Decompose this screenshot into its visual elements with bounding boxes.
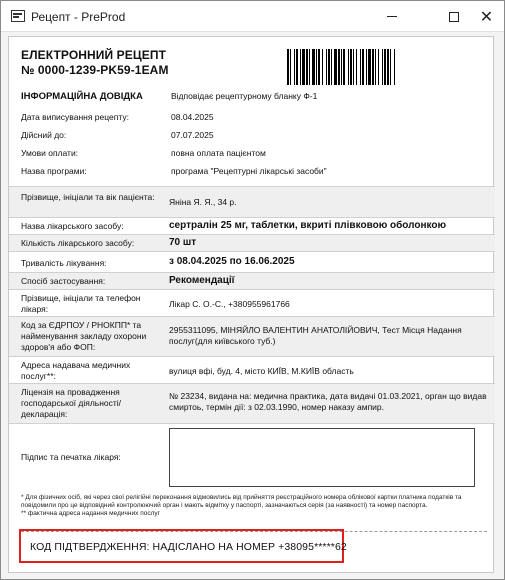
license-value: № 23234, видана на: медична практика, дата видачі 01.03.2021, орган що видав смиртоь, термін дії: з 02.03.1990, номер наказу ампир.	[169, 391, 487, 412]
table-row	[9, 272, 495, 289]
prescription-number: № 0000-1239-PK59-1EAM	[21, 63, 169, 77]
confirmation-code-box	[19, 529, 347, 563]
confirmation-code-text: КОД ПІДТВЕРДЖЕННЯ: НАДІСЛАНО НА НОМЕР +38095*****62	[30, 541, 347, 553]
footnote-taxpayer: * Для фізичних осіб, які через свої релігійні переконання відмовились від прийняття реєстраційного номера облікової картки платника податків та повідомили про це відповідний контролюючий орган і мають відмітку у паспорті, зазначаються серія (за наявності) та номер паспорта.	[21, 494, 462, 509]
table-row	[9, 316, 495, 356]
quantity-value: 70 шт	[169, 237, 197, 248]
barcode	[287, 49, 487, 85]
row-label: Тривалість лікування:	[21, 258, 107, 268]
signature-box	[169, 428, 475, 487]
info-row	[9, 144, 495, 162]
info-row-label: Дійсний до:	[21, 130, 67, 140]
document-icon	[11, 10, 25, 22]
info-row-value: програма "Рецептурні лікарські засоби"	[171, 166, 327, 176]
info-row-value: 07.07.2025	[171, 130, 214, 140]
info-heading: ІНФОРМАЦІЙНА ДОВІДКА	[21, 91, 143, 102]
info-row-label: Дата виписування рецепту:	[21, 112, 129, 122]
barcode-bar	[395, 49, 397, 85]
footnotes	[21, 494, 486, 518]
document-title	[21, 48, 169, 78]
doctor-value: Лікар С. О.-С., +380955961766	[169, 299, 290, 309]
row-label: Адреса надавача медичних послуг**:	[21, 360, 131, 381]
row-label: Код за ЄДРПОУ / РНОКПП* та найменування закладу охорони здоров'я або ФОП:	[21, 320, 147, 352]
maximize-icon	[449, 12, 459, 22]
footnote-address: ** фактична адреса надання медичних послуг	[21, 510, 161, 517]
row-label: Підпис та печатка лікаря:	[21, 452, 121, 462]
facility-value: 2955311095, МІНЯЙЛО ВАЛЕНТИН АНАТОЛІЙОВИЧ, Тест Місця Надання послуг(для київського туб.)	[169, 325, 462, 346]
close-icon: ✕	[479, 8, 494, 26]
document-title-line1: ЕЛЕКТРОННИЙ РЕЦЕПТ	[21, 48, 167, 62]
duration-value: з 08.04.2025 по 16.06.2025	[169, 256, 295, 267]
row-label: Назва лікарського засобу:	[21, 221, 124, 231]
table-row	[9, 217, 495, 234]
info-row-label: Умови оплати:	[21, 148, 79, 158]
minimize-icon	[387, 16, 397, 17]
close-button[interactable]	[464, 1, 505, 32]
info-row	[9, 126, 495, 144]
info-row	[9, 108, 495, 126]
row-label: Кількість лікарського засобу:	[21, 238, 135, 248]
table-row	[9, 186, 495, 217]
prescription-document	[8, 36, 494, 573]
info-row-value: повна оплата пацієнтом	[171, 148, 266, 158]
table-row	[9, 289, 495, 316]
row-label: Спосіб застосування:	[21, 276, 106, 286]
patient-value: Яніна Я. Я., 34 р.	[169, 197, 237, 207]
row-label: Прізвище, ініціали та вік пацієнта:	[21, 192, 155, 202]
table-row	[9, 383, 495, 423]
info-row	[9, 162, 495, 180]
drug-name-value: сертралін 25 мг, таблетки, вкриті плівковою оболонкою	[169, 220, 447, 231]
minimize-button[interactable]	[369, 1, 414, 32]
address-value: вулиця вфі, буд. 4, місто КИЇВ, М.КИЇВ область	[169, 366, 354, 376]
info-row-value: 08.04.2025	[171, 112, 214, 122]
info-row-label: Назва програми:	[21, 166, 87, 176]
title-bar[interactable]	[1, 1, 504, 32]
table-row	[9, 356, 495, 383]
table-row	[9, 251, 495, 272]
table-row	[9, 234, 495, 251]
row-label: Прізвище, ініціали та телефон лікаря:	[21, 293, 141, 314]
info-heading-value: Відповідає рецептурному бланку Ф-1	[171, 91, 318, 101]
window-title: Рецепт - PreProd	[31, 10, 126, 24]
usage-value: Рекомендації	[169, 275, 235, 286]
row-label: Ліцензія на провадження господарської діяльності/декларація:	[21, 387, 122, 419]
